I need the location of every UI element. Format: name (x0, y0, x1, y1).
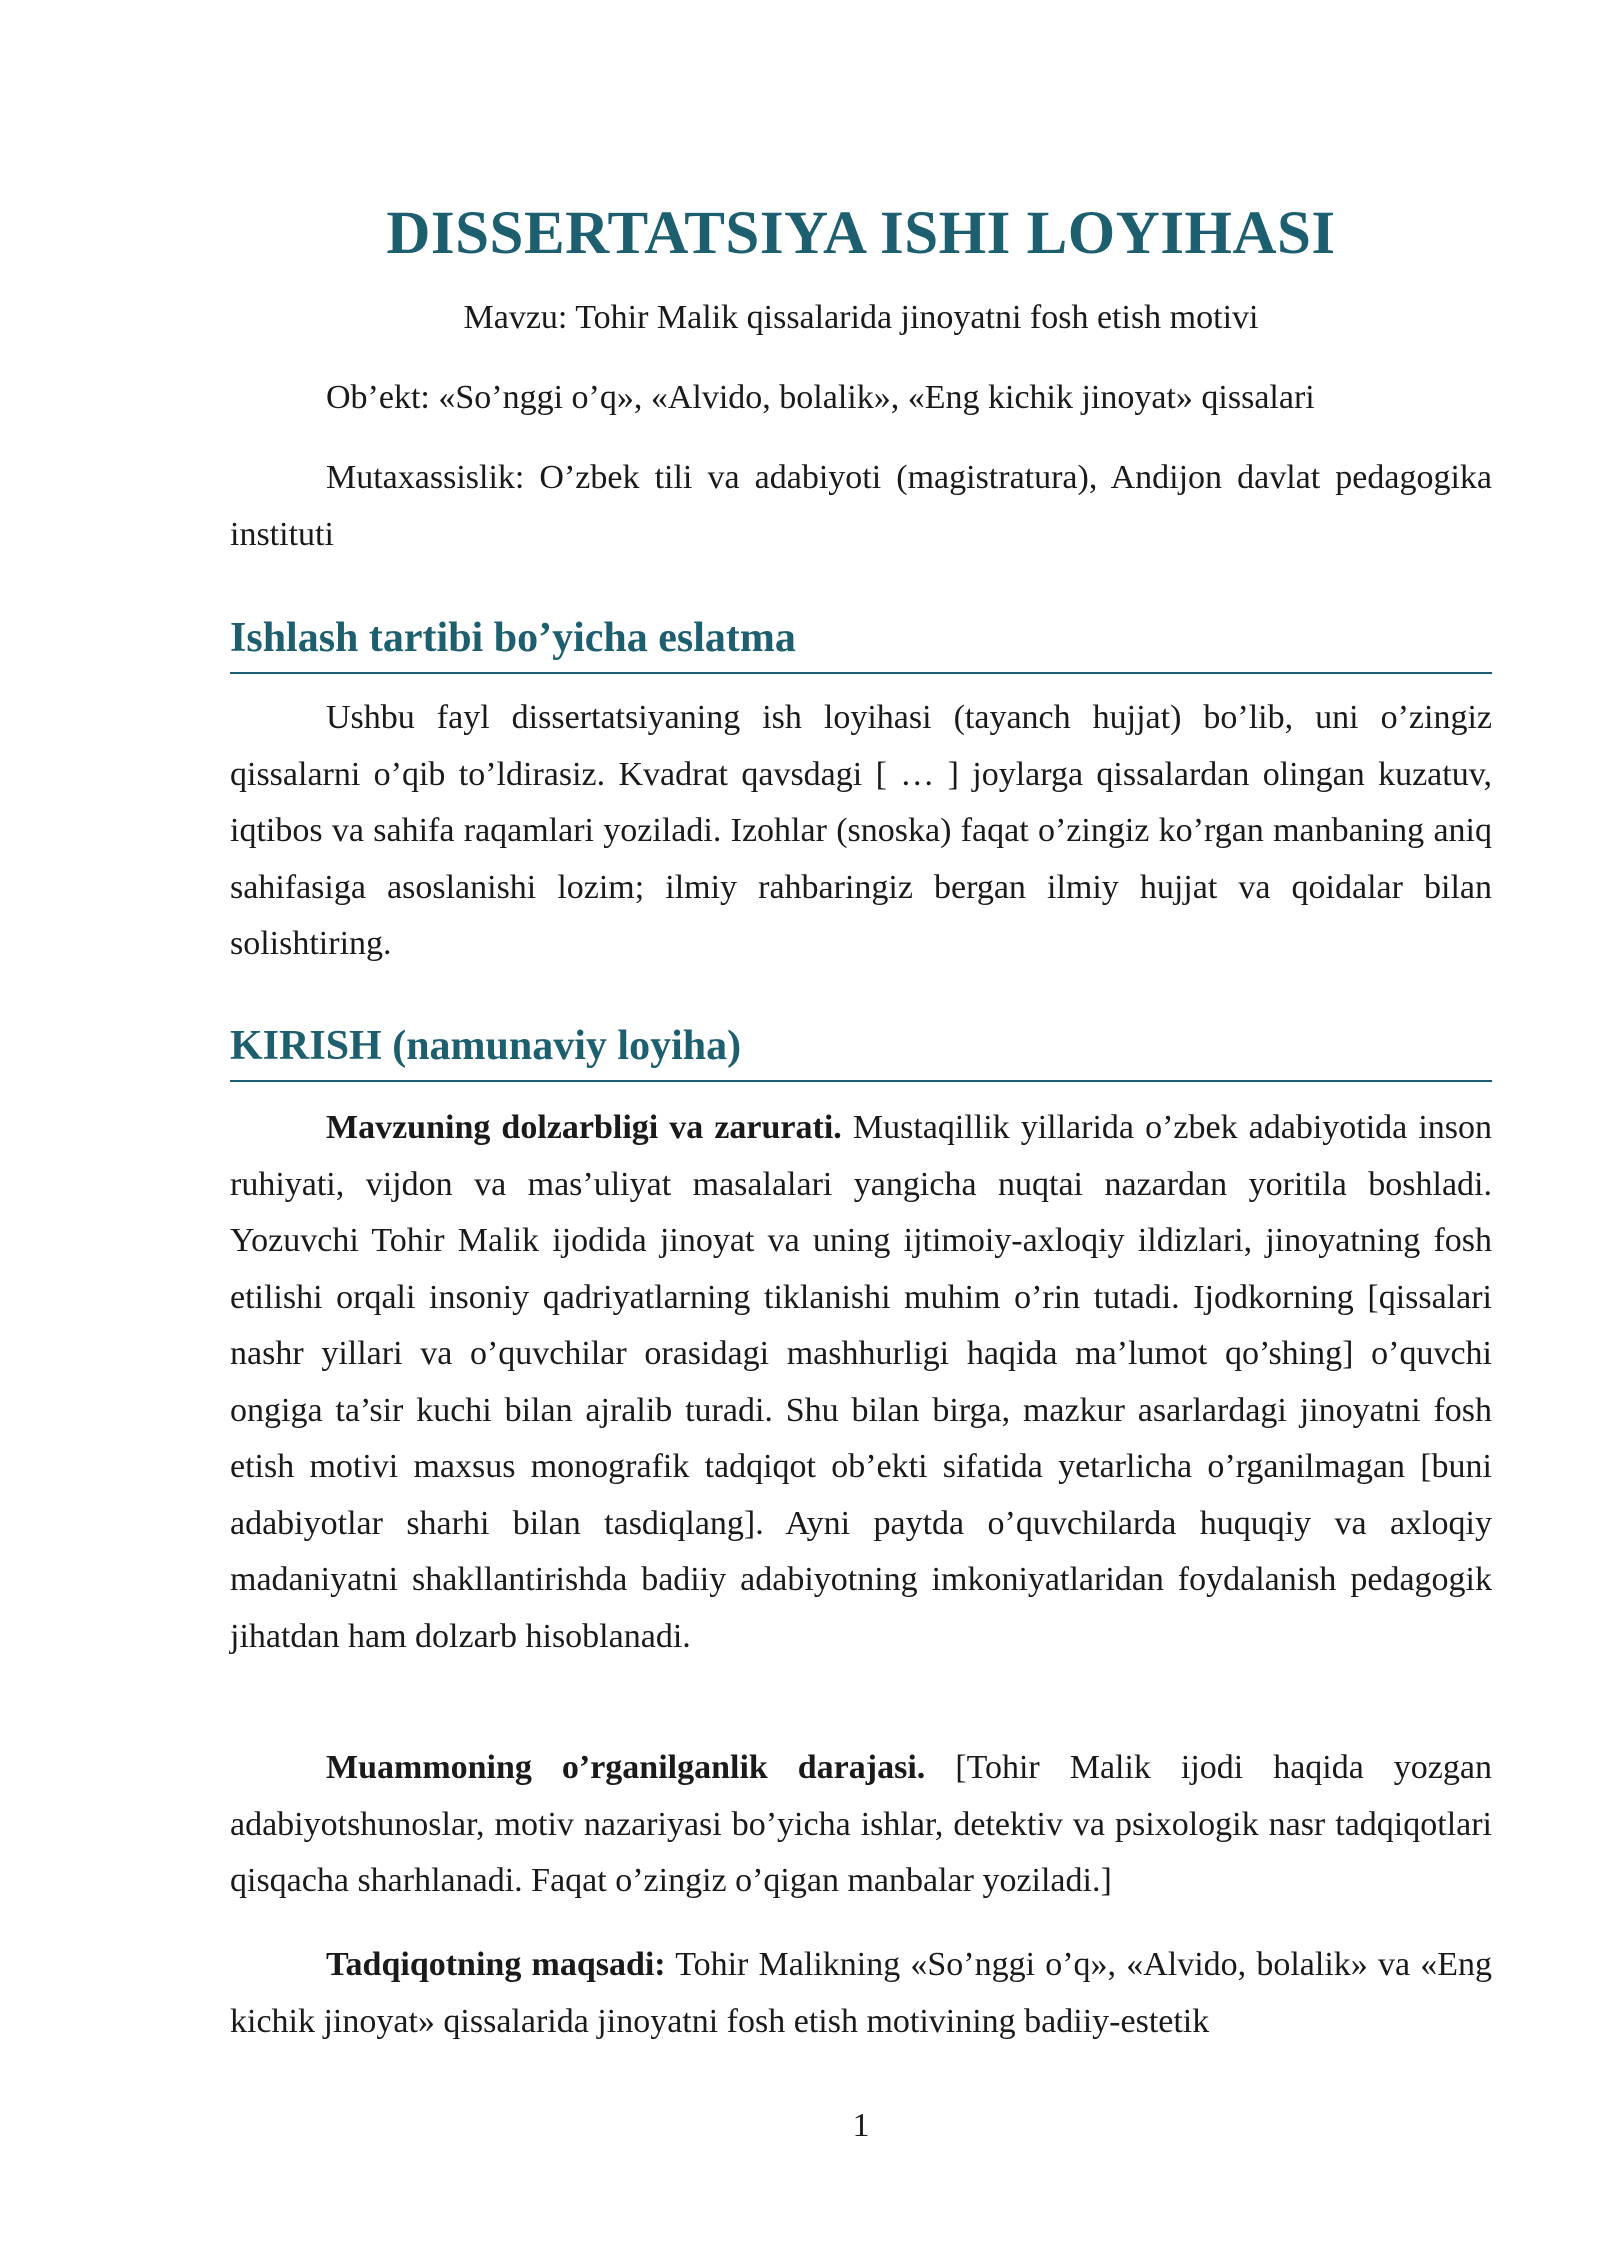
document-title: DISSERTATSIYA ISHI LOYIHASI (386, 200, 1336, 267)
aim-text: Tohir Malikning «So’nggi o’q», «Alvido, bolalik» va «Eng kichik jinoyat» qissalarida jinoyatni fosh etish motivining badiiy-estetik (230, 1946, 1492, 2040)
page-number: 1 (852, 2107, 870, 2144)
topic-line: Mavzu: Tohir Malik qissalarida jinoyatni fosh etish motivi (463, 299, 1259, 336)
study-level-paragraph (230, 1740, 1492, 1910)
object-line: Ob’ekt: «So’nggi o’q», «Alvido, bolalik», «Eng kichik jinoyat» qissalari (326, 379, 1315, 416)
relevance-paragraph (230, 1100, 1492, 1665)
intro-heading: KIRISH (namunaviy loyiha) (230, 1020, 1492, 1082)
note-heading: Ishlash tartibi bo’yicha eslatma (230, 612, 1492, 674)
relevance-lead: Mavzuning dolzarbligi va zarurati. (326, 1109, 842, 1146)
aim-lead: Tadqiqotning maqsadi: (326, 1946, 666, 1983)
aim-paragraph (230, 1937, 1492, 2050)
study-level-text: [Tohir Malik ijodi haqida yozgan adabiyotshunoslar, motiv nazariyasi bo’yicha ishlar, detektiv va psixologik nasr tadqiqotlari qisqacha sharhlanadi. Faqat o’zingiz o’qigan manbalar yoziladi.] (230, 1749, 1492, 1899)
relevance-text: Mustaqillik yillarida o’zbek adabiyotida inson ruhiyati, vijdon va mas’uliyat masalalari yangicha nuqtai nazardan yoritila boshladi. Yozuvchi Tohir Malik ijodida jinoyat va uning ijtimoiy-axloqiy ildizlari, jinoyatning fosh etilishi orqali insoniy qadriyatlarning tiklanishi muhim o’rin tutadi. Ijodkorning [qissalari nashr yillari va o’quvchilar orasidagi mashhurligi haqida ma’lumot qo’shing] o’quvchi ongiga ta’sir kuchi bilan ajralib turadi. Shu bilan birga, mazkur asarlardagi jinoyatni fosh etish motivi maxsus monografik tadqiqot ob’ekti sifatida yetarlicha o’rganilmagan [buni adabiyotlar sharhi bilan tasdiqlang]. Ayni paytda o’quvchilarda huquqiy va axloqiy madaniyatni shakllantirishda badiiy adabiyotning imkoniyatlaridan foydalanish pedagogik jihatdan ham dolzarb hisoblanadi. (230, 1109, 1492, 1655)
specialty-line: Mutaxassislik: O’zbek tili va adabiyoti (magistratura), Andijon davlat pedagogika instituti (230, 459, 1492, 553)
document-page (230, 0, 1492, 2262)
study-level-lead: Muammoning o’rganilganlik darajasi. (326, 1749, 926, 1786)
note-paragraph: Ushbu fayl dissertatsiyaning ish loyihasi (tayanch hujjat) bo’lib, uni o’zingiz qissalarni o’qib to’ldirasiz. Kvadrat qavsdagi [ … ] joylarga qissalardan olingan kuzatuv, iqtibos va sahifa raqamlari yoziladi. Izohlar (snoska) faqat o’zingiz ko’rgan manbaning aniq sahifasiga asoslanishi lozim; ilmiy rahbaringiz bergan ilmiy hujjat va qoidalar bilan solishtiring. (230, 699, 1492, 962)
